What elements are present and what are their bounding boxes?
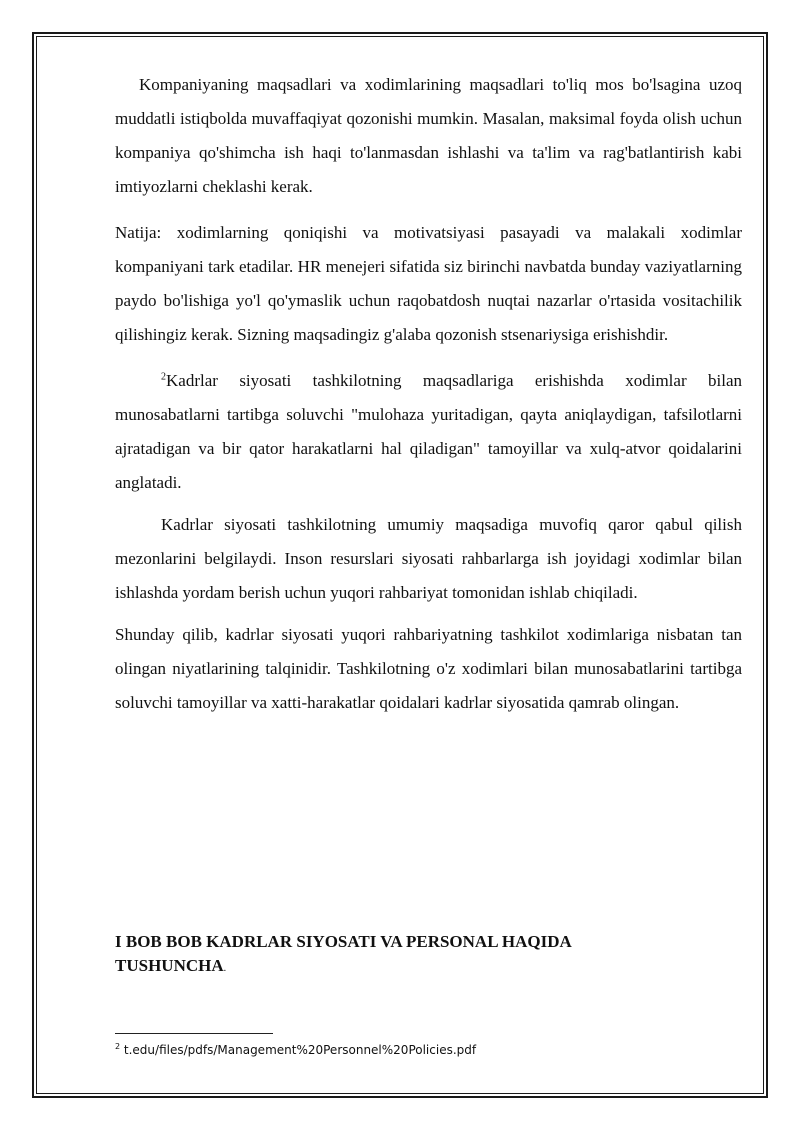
document-body xyxy=(115,68,742,720)
chapter-heading-trailing: . xyxy=(223,963,227,974)
chapter-heading-text: I BOB BOB KADRLAR SIYOSATI VA PERSONAL HAQIDA TUSHUNCHA xyxy=(115,932,571,975)
footnote-reference: 2 xyxy=(161,371,166,383)
chapter-heading xyxy=(115,930,675,981)
paragraph-2: Natija: xodimlarning qoniqishi va motivatsiyasi pasayadi va malakali xodimlar kompaniyani tark etadilar. HR menejeri sifatida siz birinchi navbatda bunday vaziyatlarning paydo bo'lishiga yo'l qo'ymaslik uchun raqobatdosh nuqtai nazarlar o'rtasida vositachilik qilishingiz kerak. Sizning maqsadingiz g'alaba qozonish stsenariysiga erishishdir. xyxy=(115,223,742,344)
footnote-separator xyxy=(115,1033,273,1034)
paragraph-1: Kompaniyaning maqsadlari va xodimlarining maqsadlari to'liq mos bo'lsagina uzoq muddatli istiqbolda muvaffaqiyat qozonishi mumkin. Masalan, maksimal foyda olish uchun kompaniya qo'shimcha ish haqi to'lanmasdan ishlashi va ta'lim va rag'batlantirish kabi imtiyozlarni cheklashi kerak. xyxy=(115,75,742,196)
paragraph-3-text: Kadrlar siyosati tashkilotning maqsadlariga erishishda xodimlar bilan munosabatlarni tartibga soluvchi "mulohaza yuritadigan, qayta aniqlaydigan, tafsilotlarni ajratadigan va bir qator harakatlarni hal qiladigan" tamoyillar va xulq-atvor qoidalarini anglatadi. xyxy=(115,371,742,492)
footnote-number: 2 xyxy=(115,1042,121,1051)
paragraph-5: Shunday qilib, kadrlar siyosati yuqori rahbariyatning tashkilot xodimlariga nisbatan tan olingan niyatlarining talqinidir. Tashkilotning o'z xodimlari bilan munosabatlarini tartibga soluvchi tamoyillar va xatti-harakatlar qoidalari kadrlar siyosatida qamrab olingan. xyxy=(115,625,742,712)
paragraph-4: Kadrlar siyosati tashkilotning umumiy maqsadiga muvofiq qaror qabul qilish mezonlarini belgilaydi. Inson resurslari siyosati rahbarlarga ish joyidagi xodimlar bilan ishlashda yordam berish uchun yuqori rahbariyat tomonidan ishlab chiqiladi. xyxy=(115,515,742,602)
footnote-text: t.edu/files/pdfs/Management%20Personnel%20Policies.pdf xyxy=(120,1043,477,1057)
paragraph-3 xyxy=(115,364,742,500)
footnote xyxy=(115,1039,476,1058)
